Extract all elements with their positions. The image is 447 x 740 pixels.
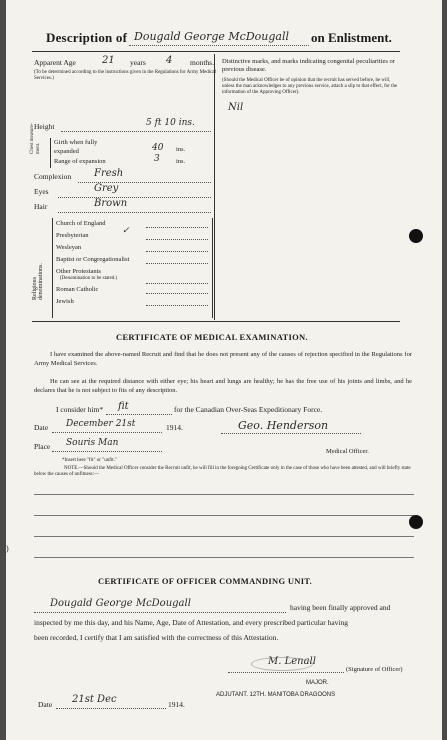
religion-option: Presbyterian: [56, 232, 89, 239]
religion-bracket: [52, 218, 53, 318]
commanding-name-line: [34, 612, 286, 613]
medical-signature-line: [221, 433, 361, 434]
religion-option: Roman Catholic: [56, 286, 99, 293]
girth-value: 40: [152, 143, 164, 153]
girth-unit: ins.: [176, 146, 186, 153]
binder-hole-bottom: [409, 515, 423, 529]
consider-line: [106, 414, 172, 415]
binder-hole-top: [409, 229, 423, 243]
height-label: Height: [34, 122, 55, 131]
attestation-paper: [6, 0, 442, 740]
commanding-rank: MAJOR.: [306, 680, 329, 686]
chest-bracket: [50, 138, 51, 168]
religion-dotted-line: [146, 283, 208, 284]
commanding-date-label: Date: [38, 700, 53, 709]
title-name-line: [129, 45, 309, 46]
commanding-unit: ADJUTANT. 12TH. MANITOBA DRAGOONS: [216, 692, 336, 698]
hair-label: Hair: [34, 202, 48, 211]
title-prefix: Description of: [46, 30, 128, 45]
religion-option: Jewish: [56, 298, 74, 305]
religion-dotted-line: [146, 293, 208, 294]
section-rule-1: [32, 321, 400, 322]
medical-signature: Geo. Henderson: [238, 419, 329, 432]
religion-option: (Denomination to be stated.): [60, 276, 118, 281]
girth-label: Girth when fully expanded: [54, 139, 98, 155]
commanding-date-line: [56, 708, 166, 709]
commanding-heading: CERTIFICATE OF OFFICER COMMANDING UNIT.: [98, 576, 313, 586]
religion-dotted-line: [146, 239, 208, 240]
column-divider: [214, 54, 215, 320]
religion-dotted-line: [146, 227, 208, 228]
commanding-date-year: 1914.: [168, 700, 185, 709]
stamp-circle: [251, 657, 313, 671]
hair-value: Brown: [94, 198, 128, 209]
title-rule: [32, 51, 400, 52]
recruit-name-title: Dougald George McDougall: [134, 30, 289, 43]
medical-note: NOTE.—Should the Medical Officer consider the Recruit unfit, he will fill in the foregoing Certificate only in the case of those who have been attested, and will briefly state below the causes of unfitness:—: [34, 466, 411, 477]
marks-label: Distinctive marks, and marks indicating congenital peculiarities or previous disease.: [222, 58, 395, 73]
religion-option: Baptist or Congregationalist: [56, 256, 130, 263]
range-unit: ins.: [176, 158, 186, 165]
medical-date-label: Date: [34, 423, 49, 432]
consider-suffix: for the Canadian Over-Seas Expeditionary Force.: [174, 405, 323, 414]
unfitness-line-4: [34, 557, 414, 558]
medical-heading: CERTIFICATE OF MEDICAL EXAMINATION.: [116, 332, 308, 342]
medical-para2: He can see at the required distance with either eye; his heart and lungs are healthy; he has the free use of his joints and limbs, and he declares that he is not subject to fits of any description.: [34, 378, 412, 394]
medical-date-line: [52, 432, 162, 433]
presbyterian-check: ✓: [122, 226, 130, 236]
commanding-signature-label: (Signature of Officer): [346, 666, 403, 673]
religion-side-label: Religious denominations.: [32, 263, 44, 300]
medical-place-value: Souris Man: [66, 438, 119, 448]
complexion-value: Fresh: [94, 168, 124, 179]
medical-date-value: December 21st: [66, 419, 136, 429]
years-label: years: [130, 58, 146, 67]
commanding-signature-line: [228, 672, 344, 673]
religion-dotted-line: [146, 305, 208, 306]
medical-place-line: [52, 451, 162, 452]
unfitness-line-3: [34, 536, 414, 537]
religion-box-right: [212, 218, 213, 318]
commanding-name-value: Dougald George McDougall: [50, 598, 191, 609]
apparent-age-label: Apparent Age: [34, 58, 76, 67]
age-note: (To be determined according to the instructions given in the Regulations for Army Medical Services.): [34, 70, 216, 81]
commanding-line1-tail: having been finally approved and: [290, 603, 391, 612]
religion-option: Wesleyan: [56, 244, 82, 251]
religion-dotted-line: [146, 263, 208, 264]
marks-note: (Should the Medical Officer be of opinion that the recruit has served before, he will, unless the man acknowledges to any previous service, attach a slip to that effect, for the information of the Approving Officer).: [222, 78, 398, 95]
eyes-line: [58, 197, 211, 198]
medical-place-label: Place: [34, 442, 51, 451]
height-value: 5 ft 10 ins.: [146, 118, 195, 128]
title-suffix: on Enlistment.: [311, 30, 392, 45]
consider-prefix: I consider him*: [56, 405, 104, 414]
months-label: months.: [190, 58, 214, 67]
commanding-date-value: 21st Dec: [72, 694, 117, 705]
chest-side-label: Chest measure-ment.: [30, 123, 41, 154]
range-value: 3: [154, 154, 160, 164]
medical-footnote: *Insert here "fit" or "unfit.": [62, 458, 117, 463]
consider-value: fit: [118, 401, 129, 412]
medical-date-year: 1914.: [166, 423, 183, 432]
medical-para1: I have examined the above-named Recruit and find that he does not present any of the causes of rejection specified in the Regulations for Army Medical Services.: [34, 351, 412, 367]
age-years-value: 21: [102, 55, 115, 66]
page-title: [46, 30, 127, 46]
medical-officer-title: Medical Officer.: [326, 448, 369, 455]
margin-mark: ): [6, 544, 9, 553]
eyes-label: Eyes: [34, 187, 49, 196]
religion-option: Church of England: [56, 220, 106, 227]
eyes-value: Grey: [94, 183, 119, 194]
age-months-value: 4: [166, 55, 173, 66]
religion-option: Other Protestants: [56, 268, 101, 275]
religion-dotted-line: [146, 251, 208, 252]
commanding-line2: inspected by me this day, and his Name, Age, Date of Attestation, and every prescribed particular having: [34, 618, 349, 627]
marks-value: Nil: [228, 102, 244, 113]
commanding-signature: M. Lenall: [268, 656, 316, 667]
commanding-line3: been recorded, I certify that I am satisfied with the correctness of this Attestation.: [34, 633, 279, 642]
unfitness-line-2: [34, 515, 414, 516]
unfitness-line-1: [34, 494, 414, 495]
range-label: Range of expansion: [54, 158, 106, 165]
complexion-label: Complexion: [34, 172, 72, 181]
height-line: [61, 131, 211, 132]
hair-line: [58, 212, 211, 213]
